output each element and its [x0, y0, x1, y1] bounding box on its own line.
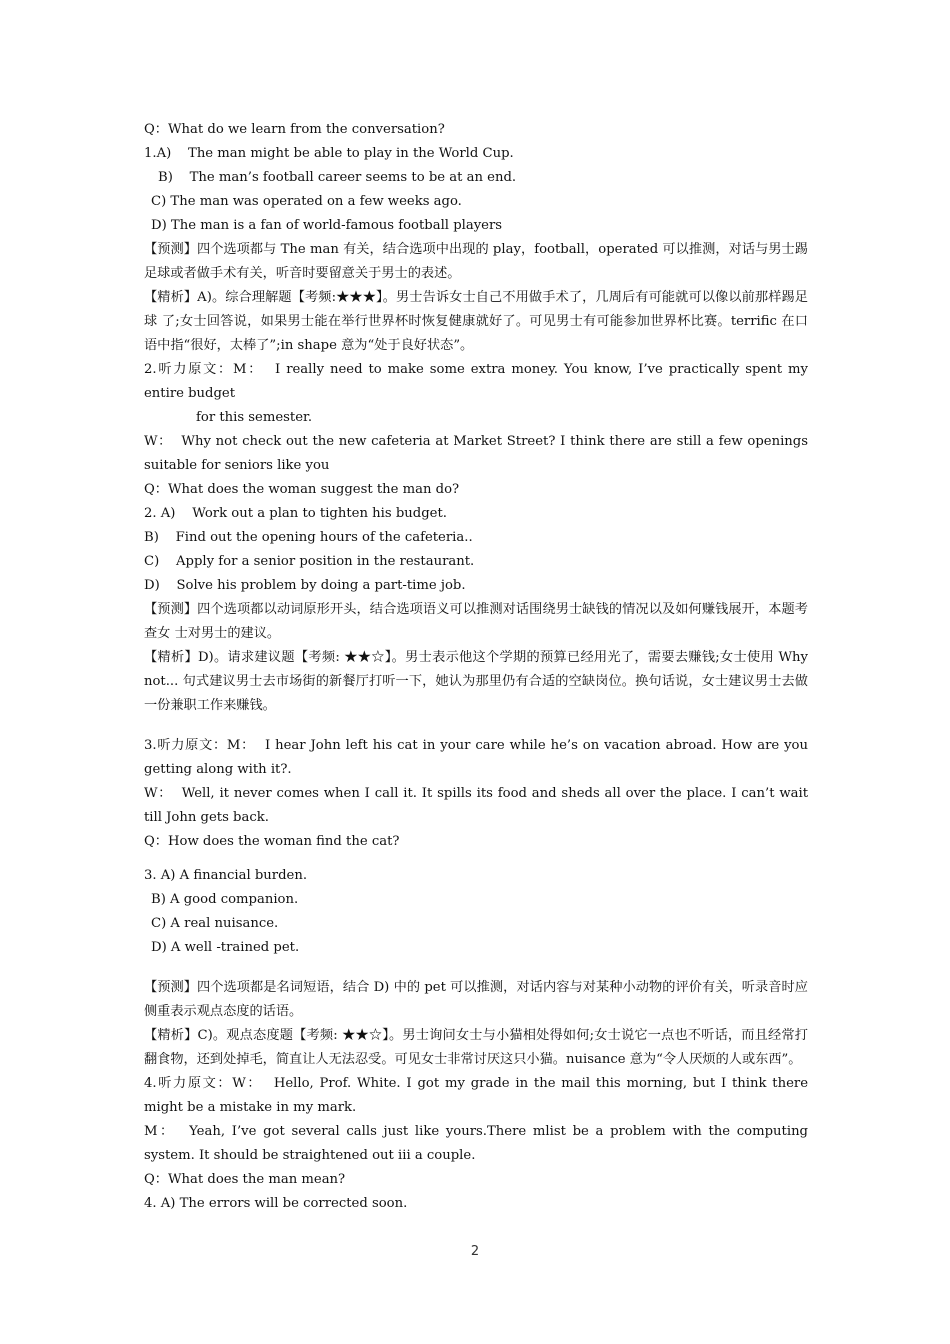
transcript-line: W： Well, it never comes when I call it. It spills its food and sheds all over the place. I can’t wait till John gets back.	[144, 786, 813, 825]
option-line: D) Solve his problem by doing a part-time job.	[144, 578, 466, 593]
question-line: Q：What does the woman suggest the man do?	[144, 482, 460, 497]
question-line: Q：What does the man mean?	[144, 1172, 346, 1187]
option-line: 4. A) The errors will be corrected soon.	[144, 1196, 408, 1211]
transcript-line: 4.听力原文：W： Hello, Prof. White. I got my grade in the mail this morning, but I think there might be a mistake in my mark.	[144, 1076, 813, 1115]
transcript-line: W： Why not check out the new cafeteria at Market Street? I think there are still a few openings suitable for seniors like you	[144, 434, 813, 473]
analysis-paragraph: 【精析】D)。请求建议题【考频: ★★☆】。男士表示他这个学期的预算已经用光了，需要去赚钱;女士使用 Why not... 句式建议男士去市场街的新餐厅打听一下，她认为那里仍有合适的空缺岗位。换句话说，女士建议男士去做一份兼职工作来赚钱。	[144, 650, 813, 713]
option-line: B) Find out the opening hours of the cafeteria..	[144, 530, 473, 545]
option-line: 1.A) The man might be able to play in the World Cup.	[144, 146, 514, 161]
question-line: Q：What do we learn from the conversation?	[144, 122, 445, 137]
prediction-paragraph: 【预测】四个选项都与 The man 有关，结合选项中出现的 play，football，operated 可以推测，对话与男士踢足球或者做手术有关，听音时要留意关于男士的表述。	[144, 242, 808, 281]
option-line: B) The man’s football career seems to be at an end.	[158, 170, 517, 185]
transcript-line: M： Yeah, I’ve got several calls just like yours.There mlist be a problem with the computing system. It should be straightened out iii a couple.	[144, 1124, 813, 1163]
analysis-paragraph: 【精析】C)。观点态度题【考频: ★★☆】。男士询问女士与小猫相处得如何;女士说它一点也不听话，而且经常打翻食物，还到处掉毛，简直让人无法忍受。可见女士非常讨厌这只小猫。nuisance 意为“令人厌烦的人或东西”。	[144, 1028, 808, 1067]
option-line: 2. A) Work out a plan to tighten his budget.	[144, 506, 447, 521]
analysis-paragraph: 【精析】A)。综合理解题【考频:★★★】。男士告诉女士自己不用做手术了，几周后有可能就可以像以前那样踢足球 了;女士回答说，如果男士能在举行世界杯时恢复健康就好了。可见男士有可能参加世界杯比赛。terrific 在口 语中指“很好，太棒了”;in shape 意为“处于良好状态”。	[144, 290, 813, 353]
transcript-line: for this semester.	[196, 410, 313, 425]
transcript-line: 2.听力原文：M： I really need to make some extra money. You know, I’ve practically spent my entire budget	[144, 362, 813, 401]
option-line: 3. A) A financial burden.	[144, 868, 308, 883]
option-line: C) A real nuisance.	[151, 916, 279, 931]
document-body	[144, 118, 813, 1216]
page-number: 2	[470, 1244, 480, 1259]
option-line: C) The man was operated on a few weeks ago.	[151, 194, 462, 209]
prediction-paragraph: 【预测】四个选项都以动词原形开头，结合选项语义可以推测对话围绕男士缺钱的情况以及如何赚钱展开，本题考查女 士对男士的建议。	[144, 602, 808, 641]
spacer	[144, 718, 808, 734]
prediction-paragraph: 【预测】四个选项都是名词短语，结合 D) 中的 pet 可以推测，对话内容与对某种小动物的评价有关，听录音时应侧重表示观点态度的话语。	[144, 980, 808, 1019]
option-line: B) A good companion.	[151, 892, 299, 907]
option-line: C) Apply for a senior position in the restaurant.	[144, 554, 475, 569]
spacer	[144, 854, 808, 864]
spacer	[144, 960, 808, 976]
transcript-line: 3.听力原文：M： I hear John left his cat in your care while he’s on vacation abroad. How are you getting along with it?.	[144, 738, 813, 777]
question-line: Q：How does the woman find the cat?	[144, 834, 400, 849]
option-line: D) The man is a fan of world-famous football players	[151, 218, 503, 233]
option-line: D) A well -trained pet.	[151, 940, 300, 955]
